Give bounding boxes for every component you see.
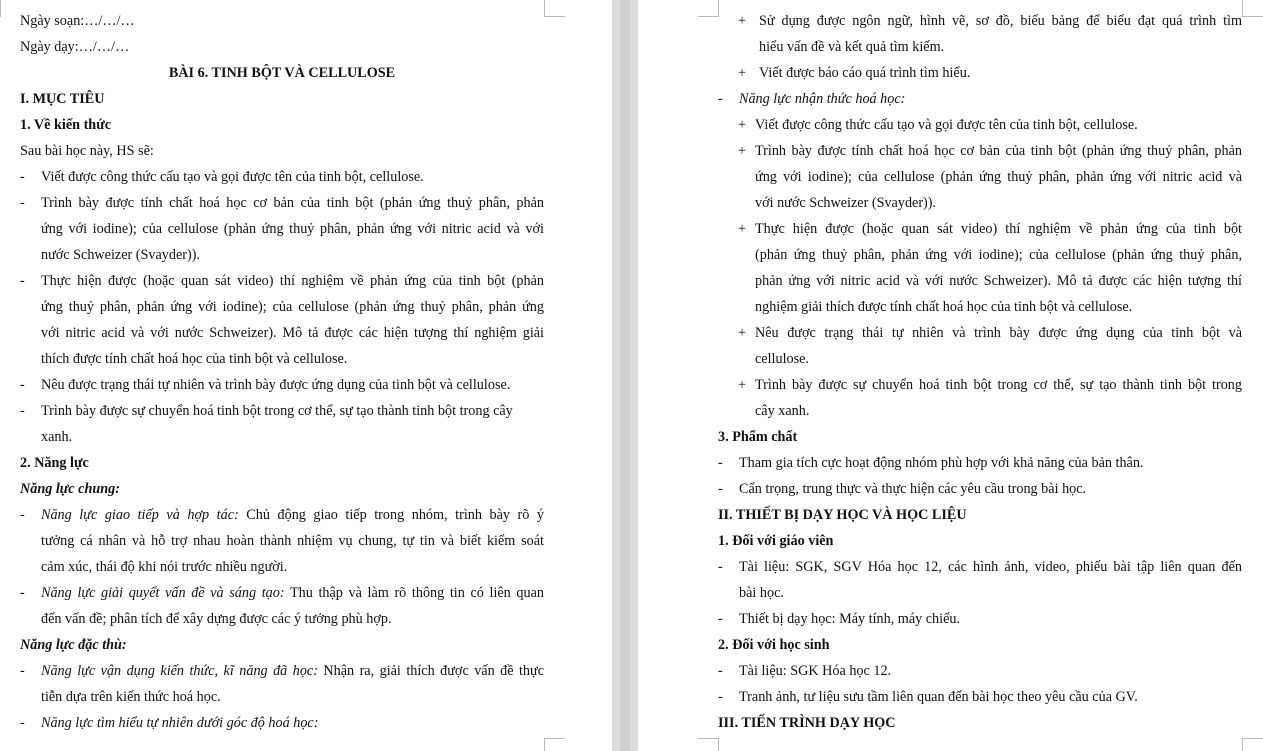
list-item-cont: (phản ứng thuỷ phân, phản ứng với iodine); của cellulose (phản ứng thuỷ phân,: [755, 247, 1242, 263]
crop-mark: [698, 738, 719, 751]
competence-group-heading: Năng lực chung:: [20, 481, 120, 497]
competence-label: Năng lực nhận thức hoá học:: [739, 91, 906, 107]
list-item-text: Tham gia tích cực hoạt động nhóm phù hợp với khả năng của bản thân.: [739, 455, 1144, 471]
list-item-text: Trình bày được tính chất hoá học cơ bản của tinh bột (phản ứng thuỷ phân, phản: [41, 195, 544, 211]
list-item: [718, 554, 1242, 580]
list-item-text: Tài liệu: SGK, SGV Hóa học 12, các hình ảnh, video, phiếu bài tập liên quan đến: [739, 559, 1242, 575]
list-item-text: Cẩn trọng, trung thực và thực hiện các yêu cầu trong bài học.: [739, 481, 1087, 497]
list-item: [718, 450, 1242, 476]
page-gap: [612, 0, 638, 751]
list-item-text: Nhận ra, giải thích được vấn đề thực: [317, 663, 544, 679]
list-item-cont: tiễn dựa trên kiến thức hoá học.: [41, 689, 221, 705]
competence-label: Năng lực tìm hiểu tự nhiên dưới góc độ hoá học:: [41, 715, 319, 731]
competence-label: Năng lực giao tiếp và hợp tác:: [41, 507, 239, 523]
list-item: [20, 658, 544, 684]
list-item: [718, 216, 1242, 242]
crop-mark: [0, 0, 1, 17]
list-item-text: Trình bày được tính chất hoá học cơ bản của tinh bột (phản ứng thuỷ phân, phản: [755, 143, 1242, 159]
list-item-cont: nước Schweizer (Svayder)).: [41, 247, 200, 263]
list-item-text: Viết được công thức cấu tạo và gọi được tên của tinh bột, cellulose.: [41, 169, 424, 185]
list-item-text: Trình bày được sự chuyển hoá tinh bột trong cơ thể, sự tạo thành tinh bột trong: [755, 377, 1242, 393]
bullet-dash: -: [20, 507, 25, 523]
list-item: [20, 502, 544, 528]
list-item-cont: thích được tính chất hoá học của tinh bột và cellulose.: [41, 351, 348, 367]
document-page-left: [0, 0, 612, 751]
competence-label: Năng lực giải quyết vấn đề và sáng tạo:: [41, 585, 285, 601]
list-item-text: Chủ động giao tiếp trong nhóm, trình bày rõ ý: [238, 507, 544, 523]
subsection-heading: 2. Đối với học sinh: [718, 637, 830, 653]
list-item: [718, 60, 1242, 86]
list-item-cont: bài học.: [739, 585, 784, 601]
list-item: [718, 372, 1242, 398]
list-item: [718, 112, 1242, 138]
list-item: [718, 476, 1242, 502]
competence-group-heading: Năng lực đặc thù:: [20, 637, 127, 653]
page-right-text: [718, 8, 1242, 736]
list-item-text: Thu thập và làm rõ thông tin có liên quan: [284, 585, 544, 601]
list-item: [718, 86, 1242, 112]
section-heading: III. TIẾN TRÌNH DẠY HỌC: [718, 715, 896, 731]
list-item-text: Nêu được trạng thái tự nhiên và trình bày được ứng dụng của tinh bột và: [755, 325, 1242, 341]
bullet-plus: +: [738, 65, 747, 81]
bullet-dash: -: [718, 455, 723, 471]
list-item-cont: tưởng cá nhân và hỗ trợ nhau hoàn thành nhiệm vụ chung, tự tin và biết kiểm soát: [41, 533, 544, 549]
list-item-cont: phản ứng với nitric acid và với nước Schweizer). Mô tả được các hiện tượng thí: [755, 273, 1242, 289]
list-item-text: Viết được công thức cấu tạo và gọi được tên của tinh bột, cellulose.: [755, 117, 1138, 133]
list-item: [718, 658, 1242, 684]
bullet-plus: +: [738, 377, 747, 393]
list-item-cont: với nitric acid và với nước Schweizer). Mô tả được các hiện tượng thí nghiệm giải: [41, 325, 544, 341]
list-item-cont: cellulose.: [755, 351, 809, 367]
list-item-text: Thiết bị dạy học: Máy tính, máy chiếu.: [739, 611, 961, 627]
list-item: [718, 320, 1242, 346]
page-gap-shadow: [620, 0, 630, 751]
date-teach: Ngày dạy:…/…/…: [20, 39, 130, 55]
bullet-plus: +: [738, 117, 747, 133]
crop-mark: [698, 0, 719, 17]
list-item-text: Thực hiện được (hoặc quan sát video) thí nghiệm về phản ứng của tinh bột (phản: [41, 273, 544, 289]
list-item-text: Sử dụng được ngôn ngữ, hình vẽ, sơ đồ, biểu bảng để biểu đạt quá trình tìm: [759, 13, 1242, 29]
section-heading: I. MỤC TIÊU: [20, 91, 105, 107]
crop-mark: [544, 0, 565, 17]
crop-mark: [544, 738, 565, 751]
crop-mark: [1242, 738, 1263, 751]
bullet-dash: -: [718, 663, 723, 679]
list-item-text: Nêu được trạng thái tự nhiên và trình bày được ứng dụng của tinh bột và cellulose.: [41, 377, 511, 393]
bullet-dash: -: [20, 169, 25, 185]
bullet-dash: -: [20, 663, 25, 679]
list-item-cont: ứng với iodine); của cellulose (phản ứng thuỷ phân, phản ứng với nitric acid và: [755, 169, 1242, 185]
list-item-text: Thực hiện được (hoặc quan sát video) thí nghiệm về phản ứng của tinh bột: [755, 221, 1242, 237]
list-item-cont: ứng thuỷ phân, phản ứng với iodine); của cellulose (phản ứng thuỷ phân, phản ứng: [41, 299, 544, 315]
bullet-plus: +: [738, 143, 747, 159]
list-item: [718, 684, 1242, 710]
list-item: [20, 372, 544, 398]
list-item: [20, 398, 544, 424]
bullet-dash: -: [20, 377, 25, 393]
list-item: [20, 164, 544, 190]
bullet-plus: +: [738, 325, 747, 341]
list-item: [718, 138, 1242, 164]
date-prepare: Ngày soạn:…/…/…: [20, 13, 135, 29]
list-item-cont: ứng với iodine); của cellulose (phản ứng thuỷ phân, phản ứng với nitric acid và với: [41, 221, 544, 237]
bullet-dash: -: [20, 585, 25, 601]
page-left-text: [20, 8, 544, 736]
list-item: [20, 580, 544, 606]
list-item-cont: xanh.: [41, 429, 73, 445]
lesson-title: BÀI 6. TINH BỘT VÀ CELLULOSE: [168, 65, 396, 81]
crop-mark: [1242, 0, 1263, 17]
list-item: [20, 710, 544, 736]
document-page-right: [638, 0, 1263, 751]
list-item-text: Viết được báo cáo quá trình tìm hiểu.: [759, 65, 971, 81]
list-item: [718, 8, 1242, 34]
list-item-cont: đến vấn đề; phân tích để xây dựng được các ý tưởng phù hợp.: [41, 611, 392, 627]
bullet-dash: -: [718, 689, 723, 705]
bullet-dash: -: [718, 481, 723, 497]
subsection-heading: 2. Năng lực: [20, 455, 89, 471]
bullet-plus: +: [738, 221, 747, 237]
list-item-cont: hiểu vấn đề và kết quả tìm kiếm.: [759, 39, 945, 55]
section-heading: II. THIẾT BỊ DẠY HỌC VÀ HỌC LIỆU: [718, 507, 967, 523]
list-item: [20, 190, 544, 216]
bullet-dash: -: [20, 273, 25, 289]
bullet-dash: -: [20, 715, 25, 731]
list-item-cont: với nước Schweizer (Svayder)).: [755, 195, 937, 211]
bullet-plus: +: [738, 13, 747, 29]
list-item-text: Tài liệu: SGK Hóa học 12.: [739, 663, 892, 679]
bullet-dash: -: [718, 611, 723, 627]
bullet-dash: -: [718, 91, 723, 107]
bullet-dash: -: [20, 195, 25, 211]
list-item-cont: cây xanh.: [755, 403, 810, 419]
list-item-text: Tranh ảnh, tư liệu sưu tầm liên quan đến bài học theo yêu cầu của GV.: [739, 689, 1138, 705]
subsection-heading: 1. Về kiến thức: [20, 117, 112, 133]
bullet-dash: -: [20, 403, 25, 419]
competence-label: Năng lực vận dụng kiến thức, kĩ năng đã học:: [41, 663, 318, 679]
list-item-text: Trình bày được sự chuyển hoá tinh bột trong cơ thể, sự tạo thành tinh bột trong cây: [41, 403, 513, 419]
list-item-cont: cảm xúc, thái độ khi nói trước nhiều người.: [41, 559, 288, 575]
list-item-cont: nghiệm giải thích được tính chất hoá học của tinh bột và cellulose.: [755, 299, 1133, 315]
subsection-heading: 3. Phẩm chất: [718, 429, 798, 445]
list-item: [20, 268, 544, 294]
list-item: [718, 606, 1242, 632]
intro-text: Sau bài học này, HS sẽ:: [20, 143, 154, 159]
subsection-heading: 1. Đối với giáo viên: [718, 533, 834, 549]
bullet-dash: -: [718, 559, 723, 575]
